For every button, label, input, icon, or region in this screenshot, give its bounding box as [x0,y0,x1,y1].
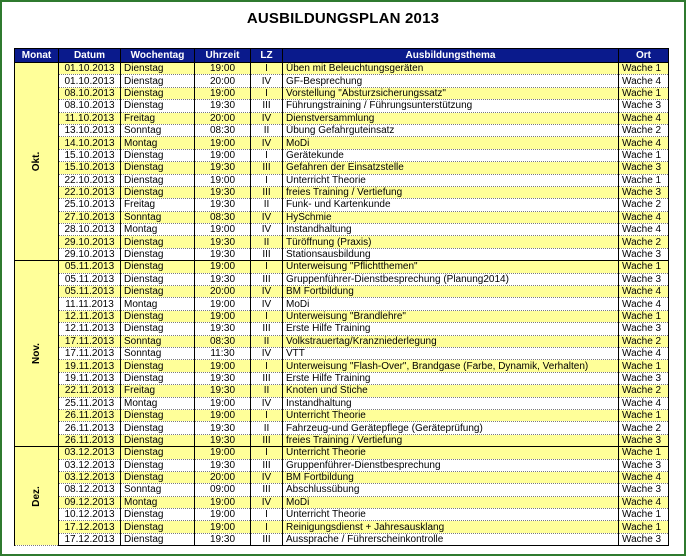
table-row [15,87,669,99]
cell-wochentag: Sonntag [121,347,195,359]
cell-lz: III [251,248,283,260]
cell-ausbildungsthema: Unterricht Theorie [283,509,619,521]
cell-wochentag: Dienstag [121,521,195,533]
cell-datum: 27.10.2013 [59,211,121,223]
cell-datum: 15.10.2013 [59,149,121,161]
cell-wochentag: Dienstag [121,323,195,335]
cell-wochentag: Dienstag [121,409,195,421]
cell-ausbildungsthema: Erste Hilfe Training [283,372,619,384]
cell-wochentag: Dienstag [121,63,195,75]
col-header-lz: LZ [251,49,283,63]
table-row [15,174,669,186]
cell-datum: 03.12.2013 [59,447,121,459]
cell-uhrzeit: 19:30 [195,434,251,446]
cell-wochentag: Dienstag [121,149,195,161]
cell-lz: II [251,236,283,248]
table-row [15,422,669,434]
cell-datum: 29.10.2013 [59,248,121,260]
table-row [15,471,669,483]
cell-lz: II [251,335,283,347]
cell-ausbildungsthema: Instandhaltung [283,224,619,236]
cell-wochentag: Dienstag [121,372,195,384]
cell-ausbildungsthema: Führungstraining / Führungsunterstützung [283,100,619,112]
table-row [15,335,669,347]
table-row [15,496,669,508]
cell-uhrzeit: 19:00 [195,409,251,421]
cell-datum: 17.12.2013 [59,533,121,545]
cell-ausbildungsthema: MoDi [283,496,619,508]
cell-lz: IV [251,286,283,298]
table-row [15,211,669,223]
cell-uhrzeit: 19:30 [195,323,251,335]
cell-uhrzeit: 09:00 [195,484,251,496]
cell-uhrzeit: 19:30 [195,162,251,174]
cell-ort: Wache 1 [619,509,669,521]
cell-ort: Wache 3 [619,372,669,384]
cell-wochentag: Dienstag [121,261,195,273]
cell-wochentag: Dienstag [121,447,195,459]
cell-ausbildungsthema: VTT [283,347,619,359]
cell-datum: 14.10.2013 [59,137,121,149]
cell-ausbildungsthema: Gruppenführer-Dienstbesprechung (Planung2014) [283,273,619,285]
cell-ausbildungsthema: Türöffnung (Praxis) [283,236,619,248]
cell-uhrzeit: 19:00 [195,521,251,533]
table-row [15,434,669,446]
cell-lz: IV [251,224,283,236]
cell-datum: 05.11.2013 [59,286,121,298]
cell-ausbildungsthema: Volkstrauertag/Kranzniederlegung [283,335,619,347]
cell-datum: 11.11.2013 [59,298,121,310]
table-row [15,236,669,248]
month-cell [15,261,59,447]
cell-datum: 05.11.2013 [59,261,121,273]
cell-lz: I [251,261,283,273]
cell-wochentag: Dienstag [121,434,195,446]
cell-uhrzeit: 19:30 [195,236,251,248]
cell-ausbildungsthema: Unterricht Theorie [283,447,619,459]
month-cell [15,63,59,261]
table-row [15,273,669,285]
cell-datum: 19.11.2013 [59,372,121,384]
cell-lz: III [251,459,283,471]
cell-uhrzeit: 19:00 [195,174,251,186]
cell-wochentag: Dienstag [121,471,195,483]
cell-ausbildungsthema: Gruppenführer-Dienstbesprechung [283,459,619,471]
cell-wochentag: Dienstag [121,162,195,174]
col-header-uhrzeit: Uhrzeit [195,49,251,63]
cell-uhrzeit: 08:30 [195,335,251,347]
cell-lz: IV [251,298,283,310]
cell-uhrzeit: 20:00 [195,286,251,298]
cell-ort: Wache 3 [619,434,669,446]
cell-uhrzeit: 19:30 [195,248,251,260]
cell-ort: Wache 3 [619,533,669,545]
cell-uhrzeit: 19:00 [195,496,251,508]
cell-uhrzeit: 08:30 [195,211,251,223]
cell-ausbildungsthema: Unterweisung "Pflichtthemen" [283,261,619,273]
cell-lz: III [251,162,283,174]
cell-wochentag: Dienstag [121,75,195,87]
cell-uhrzeit: 19:00 [195,310,251,322]
cell-uhrzeit: 19:00 [195,509,251,521]
cell-datum: 08.10.2013 [59,87,121,99]
cell-wochentag: Dienstag [121,533,195,545]
cell-lz: II [251,385,283,397]
cell-ausbildungsthema: Dienstversammlung [283,112,619,124]
cell-ausbildungsthema: Aussprache / Führerscheinkontrolle [283,533,619,545]
cell-ort: Wache 4 [619,224,669,236]
cell-ausbildungsthema: freies Training / Vertiefung [283,434,619,446]
cell-datum: 29.10.2013 [59,236,121,248]
cell-ort: Wache 1 [619,521,669,533]
cell-ort: Wache 4 [619,298,669,310]
cell-ort: Wache 1 [619,87,669,99]
cell-wochentag: Dienstag [121,174,195,186]
cell-datum: 26.11.2013 [59,434,121,446]
col-header-datum: Datum [59,49,121,63]
cell-lz: IV [251,496,283,508]
cell-ort: Wache 3 [619,100,669,112]
table-row [15,347,669,359]
cell-ort: Wache 2 [619,236,669,248]
cell-wochentag: Dienstag [121,236,195,248]
cell-datum: 17.11.2013 [59,347,121,359]
cell-lz: I [251,310,283,322]
cell-uhrzeit: 20:00 [195,471,251,483]
cell-uhrzeit: 19:00 [195,137,251,149]
cell-wochentag: Montag [121,137,195,149]
cell-ort: Wache 2 [619,385,669,397]
cell-lz: I [251,149,283,161]
page-title: AUSBILDUNGSPLAN 2013 [246,10,440,27]
cell-datum: 01.10.2013 [59,63,121,75]
cell-ausbildungsthema: Erste Hilfe Training [283,323,619,335]
col-header-monat: Monat [15,49,59,63]
cell-uhrzeit: 19:00 [195,447,251,459]
cell-wochentag: Freitag [121,112,195,124]
cell-ort: Wache 4 [619,112,669,124]
month-label: Dez. [31,485,42,507]
cell-datum: 08.12.2013 [59,484,121,496]
cell-ort: Wache 4 [619,286,669,298]
cell-datum: 13.10.2013 [59,124,121,136]
table-row [15,484,669,496]
table-row [15,397,669,409]
cell-wochentag: Sonntag [121,124,195,136]
cell-ort: Wache 3 [619,484,669,496]
cell-uhrzeit: 19:30 [195,199,251,211]
table-row [15,162,669,174]
cell-lz: III [251,434,283,446]
cell-ort: Wache 1 [619,261,669,273]
cell-uhrzeit: 19:30 [195,372,251,384]
cell-datum: 15.10.2013 [59,162,121,174]
cell-ort: Wache 3 [619,186,669,198]
cell-datum: 25.10.2013 [59,199,121,211]
training-plan-table [14,48,669,546]
cell-lz: IV [251,471,283,483]
cell-lz: II [251,199,283,211]
table-row [15,63,669,75]
table-row [15,124,669,136]
cell-lz: I [251,409,283,421]
cell-lz: IV [251,112,283,124]
cell-lz: IV [251,347,283,359]
table-row [15,286,669,298]
cell-uhrzeit: 19:30 [195,422,251,434]
cell-lz: III [251,533,283,545]
cell-ausbildungsthema: Gefahren der Einsatzstelle [283,162,619,174]
cell-wochentag: Dienstag [121,286,195,298]
cell-datum: 17.11.2013 [59,335,121,347]
cell-datum: 12.11.2013 [59,310,121,322]
cell-ort: Wache 4 [619,496,669,508]
table-row [15,298,669,310]
cell-lz: III [251,186,283,198]
month-label: Nov. [31,343,42,365]
cell-uhrzeit: 19:30 [195,459,251,471]
table-row [15,224,669,236]
cell-lz: IV [251,211,283,223]
table-row [15,261,669,273]
cell-wochentag: Dienstag [121,100,195,112]
cell-datum: 17.12.2013 [59,521,121,533]
cell-lz: II [251,124,283,136]
cell-wochentag: Dienstag [121,459,195,471]
cell-ausbildungsthema: Üben mit Beleuchtungsgeräten [283,63,619,75]
cell-lz: I [251,521,283,533]
cell-uhrzeit: 20:00 [195,112,251,124]
table-row [15,248,669,260]
table-row [15,372,669,384]
cell-ort: Wache 3 [619,459,669,471]
cell-ausbildungsthema: HySchmie [283,211,619,223]
table-body [15,63,669,546]
cell-ort: Wache 1 [619,149,669,161]
cell-datum: 01.10.2013 [59,75,121,87]
cell-lz: III [251,273,283,285]
cell-datum: 09.12.2013 [59,496,121,508]
cell-ausbildungsthema: freies Training / Vertiefung [283,186,619,198]
cell-ort: Wache 4 [619,75,669,87]
cell-ort: Wache 4 [619,347,669,359]
table-row [15,149,669,161]
cell-ort: Wache 2 [619,335,669,347]
cell-uhrzeit: 19:00 [195,149,251,161]
cell-wochentag: Montag [121,224,195,236]
table-row [15,323,669,335]
cell-lz: III [251,484,283,496]
cell-wochentag: Dienstag [121,360,195,372]
table-row [15,459,669,471]
cell-ort: Wache 4 [619,397,669,409]
cell-datum: 26.11.2013 [59,422,121,434]
cell-ausbildungsthema: Unterweisung "Flash-Over", Brandgase (Farbe, Dynamik, Verhalten) [283,360,619,372]
cell-wochentag: Dienstag [121,509,195,521]
cell-uhrzeit: 19:00 [195,298,251,310]
cell-ausbildungsthema: Übung Gefahrguteinsatz [283,124,619,136]
cell-ausbildungsthema: Vorstellung "Absturzsicherungssatz" [283,87,619,99]
cell-ausbildungsthema: Reinigungsdienst + Jahresausklang [283,521,619,533]
cell-wochentag: Sonntag [121,211,195,223]
cell-uhrzeit: 19:30 [195,533,251,545]
cell-ausbildungsthema: Stationsausbildung [283,248,619,260]
table-row [15,112,669,124]
cell-wochentag: Sonntag [121,484,195,496]
month-label: Okt. [30,151,42,172]
cell-ausbildungsthema: Abschlussübung [283,484,619,496]
month-cell [15,447,59,546]
cell-ausbildungsthema: Unterricht Theorie [283,174,619,186]
cell-ort: Wache 1 [619,360,669,372]
cell-ausbildungsthema: MoDi [283,298,619,310]
cell-uhrzeit: 19:00 [195,360,251,372]
cell-ort: Wache 4 [619,137,669,149]
cell-wochentag: Dienstag [121,310,195,322]
cell-ausbildungsthema: Knoten und Stiche [283,385,619,397]
cell-ort: Wache 1 [619,310,669,322]
cell-uhrzeit: 19:00 [195,261,251,273]
cell-wochentag: Freitag [121,385,195,397]
cell-uhrzeit: 19:00 [195,224,251,236]
cell-ausbildungsthema: Unterricht Theorie [283,409,619,421]
table-row [15,533,669,545]
cell-lz: III [251,372,283,384]
cell-datum: 25.11.2013 [59,397,121,409]
cell-lz: III [251,100,283,112]
table-row [15,75,669,87]
cell-lz: IV [251,137,283,149]
cell-ort: Wache 2 [619,422,669,434]
cell-ort: Wache 3 [619,248,669,260]
cell-ausbildungsthema: GF-Besprechung [283,75,619,87]
cell-uhrzeit: 08:30 [195,124,251,136]
cell-lz: IV [251,397,283,409]
cell-wochentag: Dienstag [121,248,195,260]
cell-ort: Wache 1 [619,409,669,421]
table-row [15,447,669,459]
cell-ort: Wache 1 [619,174,669,186]
cell-datum: 22.10.2013 [59,174,121,186]
cell-lz: IV [251,75,283,87]
cell-lz: I [251,63,283,75]
cell-wochentag: Dienstag [121,422,195,434]
cell-ausbildungsthema: BM Fortbildung [283,471,619,483]
cell-datum: 03.12.2013 [59,459,121,471]
table-row [15,360,669,372]
cell-ausbildungsthema: Unterweisung "Brandlehre" [283,310,619,322]
cell-ort: Wache 2 [619,124,669,136]
cell-wochentag: Dienstag [121,186,195,198]
col-header-ort: Ort [619,49,669,63]
cell-ausbildungsthema: Funk- und Kartenkunde [283,199,619,211]
cell-uhrzeit: 19:30 [195,100,251,112]
cell-wochentag: Sonntag [121,335,195,347]
cell-datum: 10.12.2013 [59,509,121,521]
cell-datum: 12.11.2013 [59,323,121,335]
cell-uhrzeit: 19:00 [195,87,251,99]
cell-lz: I [251,447,283,459]
cell-datum: 22.10.2013 [59,186,121,198]
cell-datum: 19.11.2013 [59,360,121,372]
cell-ausbildungsthema: Gerätekunde [283,149,619,161]
cell-ort: Wache 3 [619,162,669,174]
cell-wochentag: Montag [121,298,195,310]
cell-lz: I [251,360,283,372]
table-row [15,385,669,397]
header-row [15,49,669,63]
cell-wochentag: Dienstag [121,87,195,99]
cell-lz: I [251,509,283,521]
table-row [15,509,669,521]
cell-ort: Wache 3 [619,273,669,285]
cell-wochentag: Montag [121,496,195,508]
cell-datum: 08.10.2013 [59,100,121,112]
cell-ort: Wache 3 [619,323,669,335]
cell-uhrzeit: 19:30 [195,273,251,285]
cell-ort: Wache 2 [619,199,669,211]
cell-wochentag: Freitag [121,199,195,211]
cell-lz: II [251,422,283,434]
table-row [15,521,669,533]
cell-ort: Wache 1 [619,447,669,459]
cell-ort: Wache 1 [619,63,669,75]
cell-lz: I [251,87,283,99]
table-row [15,137,669,149]
col-header-wochentag: Wochentag [121,49,195,63]
table-row [15,409,669,421]
cell-ausbildungsthema: MoDi [283,137,619,149]
cell-uhrzeit: 20:00 [195,75,251,87]
cell-ort: Wache 4 [619,471,669,483]
cell-lz: III [251,323,283,335]
cell-ort: Wache 4 [619,211,669,223]
cell-datum: 11.10.2013 [59,112,121,124]
cell-ausbildungsthema: Fahrzeug-und Gerätepflege (Geräteprüfung) [283,422,619,434]
cell-datum: 05.11.2013 [59,273,121,285]
col-header-ausbildungsthema: Ausbildungsthema [283,49,619,63]
cell-ausbildungsthema: Instandhaltung [283,397,619,409]
cell-wochentag: Dienstag [121,273,195,285]
cell-uhrzeit: 19:30 [195,186,251,198]
cell-datum: 03.12.2013 [59,471,121,483]
cell-datum: 28.10.2013 [59,224,121,236]
table-row [15,186,669,198]
cell-datum: 26.11.2013 [59,409,121,421]
cell-uhrzeit: 19:00 [195,63,251,75]
cell-uhrzeit: 19:00 [195,397,251,409]
cell-wochentag: Montag [121,397,195,409]
cell-datum: 22.11.2013 [59,385,121,397]
cell-uhrzeit: 19:30 [195,385,251,397]
cell-ausbildungsthema: BM Fortbildung [283,286,619,298]
table-row [15,310,669,322]
cell-lz: I [251,174,283,186]
cell-uhrzeit: 11:30 [195,347,251,359]
table-row [15,100,669,112]
table-row [15,199,669,211]
